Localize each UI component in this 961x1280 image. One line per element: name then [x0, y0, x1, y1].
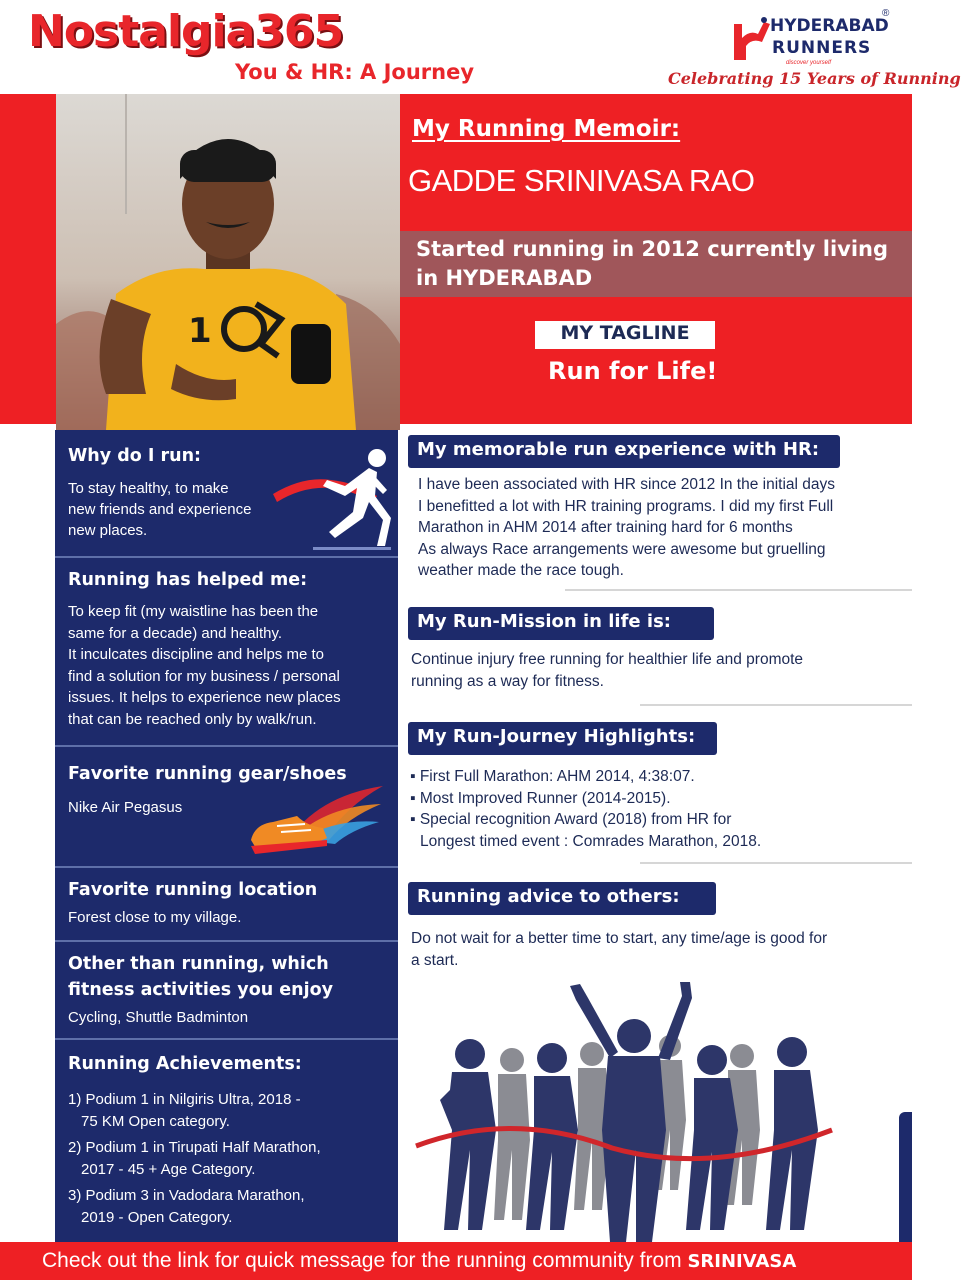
- list-item: Longest timed event : Comrades Marathon, 2018.: [420, 832, 762, 850]
- footer-runner-name: SRINIVASA: [687, 1251, 797, 1272]
- memoir-heading: My Running Memoir:: [412, 116, 681, 142]
- achievement-3-line-1: 3) Podium 3 in Vadodara Marathon,: [68, 1187, 305, 1204]
- gear-text: Nike Air Pegasus: [68, 799, 183, 816]
- helped-line-3: It inculcates discipline and helps me to: [68, 646, 324, 663]
- section-divider: [640, 862, 912, 864]
- tagline-label-box: [535, 321, 715, 349]
- page-title: Nostalgia365: [28, 6, 344, 57]
- section-divider: [55, 1038, 398, 1040]
- run-journey-heading: My Run-Journey Highlights:: [408, 722, 717, 755]
- tagline-value: Run for Life!: [548, 357, 718, 385]
- logo-text-line2: RUNNERS: [772, 38, 872, 58]
- achievement-2-line-2: 2017 - 45 + Age Category.: [81, 1161, 256, 1178]
- why-run-line-1: To stay healthy, to make: [68, 480, 229, 497]
- footer-link-text[interactable]: [42, 1249, 796, 1273]
- other-fitness-text: Cycling, Shuttle Badminton: [68, 1009, 249, 1026]
- started-running-text: Started running in 2012 currently living in HYDERABAD: [416, 237, 889, 290]
- achievement-2-line-1: 2) Podium 1 in Tirupati Half Marathon,: [68, 1139, 321, 1156]
- achievement-1-line-2: 75 KM Open category.: [81, 1113, 230, 1130]
- helped-line-2: same for a decade) and healthy.: [68, 624, 283, 642]
- page-subtitle: You & HR: A Journey: [235, 60, 475, 84]
- section-divider: [55, 556, 398, 558]
- memorable-run-line-4: As always Race arrangements were awesome but gruelling: [418, 540, 826, 558]
- memorable-run-line-3: Marathon in AHM 2014 after training hard for 6 months: [418, 519, 793, 536]
- section-divider: [55, 940, 398, 942]
- left-info-column: [55, 430, 398, 1242]
- registered-mark: ®: [882, 8, 890, 19]
- footer-message: Check out the link for quick message for the running community from: [42, 1249, 688, 1272]
- section-divider: [55, 866, 398, 868]
- location-heading: Favorite running location: [68, 880, 318, 900]
- footer-banner[interactable]: [0, 1242, 912, 1280]
- memorable-run-line-1: I have been associated with HR since 2012 In the initial days: [418, 476, 836, 493]
- list-item: ▪ First Full Marathon: AHM 2014, 4:38:07.: [410, 768, 695, 785]
- gear-heading: Favorite running gear/shoes: [68, 764, 347, 784]
- memorable-run-heading: My memorable run experience with HR:: [408, 435, 840, 468]
- section-divider: [55, 745, 398, 747]
- location-text: Forest close to my village.: [68, 909, 242, 926]
- hero-red-band-left: [0, 94, 56, 424]
- helped-heading: Running has helped me:: [68, 570, 308, 590]
- memorable-run-line-2: I benefitted a lot with HR training programs. I did my first Full: [418, 497, 834, 515]
- runner-logo-icon: [728, 16, 772, 62]
- shirt-print: 1: [188, 311, 212, 351]
- running-shoe-icon: [247, 776, 387, 860]
- logo-text-line1: HYDERABAD: [770, 16, 889, 36]
- runners-crowd-illustration: [412, 980, 844, 1242]
- why-run-heading: Why do I run:: [68, 446, 202, 466]
- section-divider: [640, 704, 912, 706]
- section-divider: [565, 589, 912, 591]
- list-item: ▪ Most Improved Runner (2014-2015).: [410, 789, 671, 807]
- started-running-box: [400, 231, 912, 297]
- hyderabad-runners-logo: [668, 6, 961, 96]
- running-advice-line-2: a start.: [411, 951, 459, 969]
- runner-photo: [56, 94, 400, 430]
- helped-line-4: find a solution for my business / personal: [68, 667, 340, 685]
- helped-line-5: issues. It helps to experience new places: [68, 689, 341, 706]
- memorable-run-line-5: weather made the race tough.: [418, 562, 624, 579]
- run-mission-line-1: Continue injury free running for healthier life and promote: [411, 651, 804, 668]
- highlights-list: [410, 766, 761, 852]
- decorative-edge-bar: [899, 1112, 912, 1242]
- celebration-text: Celebrating 15 Years of Running: [668, 69, 961, 88]
- list-item: ▪ Special recognition Award (2018) from HR for: [410, 811, 732, 828]
- helped-line-1: To keep fit (my waistline has been the: [68, 603, 319, 620]
- runner-portrait-image: [56, 94, 400, 430]
- logo-tagline: discover yourself: [786, 60, 832, 66]
- why-run-line-3: new places.: [68, 522, 148, 539]
- tagline-label: MY TAGLINE: [560, 322, 690, 344]
- achievement-3-line-2: 2019 - Open Category.: [81, 1209, 233, 1226]
- other-fitness-heading-line-2: fitness activities you enjoy: [68, 980, 334, 1000]
- running-advice-line-1: Do not wait for a better time to start, any time/age is good for: [411, 930, 828, 947]
- achievement-1-line-1: 1) Podium 1 in Nilgiris Ultra, 2018 -: [68, 1091, 301, 1108]
- run-mission-line-2: running as a way for fitness.: [411, 672, 604, 690]
- helped-line-6: that can be reached only by walk/run.: [68, 710, 317, 728]
- run-mission-heading: My Run-Mission in life is:: [408, 607, 714, 640]
- running-advice-heading: Running advice to others:: [408, 882, 716, 915]
- runner-name: GADDE SRINIVASA RAO: [408, 163, 755, 198]
- why-run-line-2: new friends and experience: [68, 501, 252, 518]
- achievements-heading: Running Achievements:: [68, 1054, 302, 1074]
- sprinter-icon: [273, 446, 391, 550]
- other-fitness-heading-line-1: Other than running, which: [68, 954, 329, 974]
